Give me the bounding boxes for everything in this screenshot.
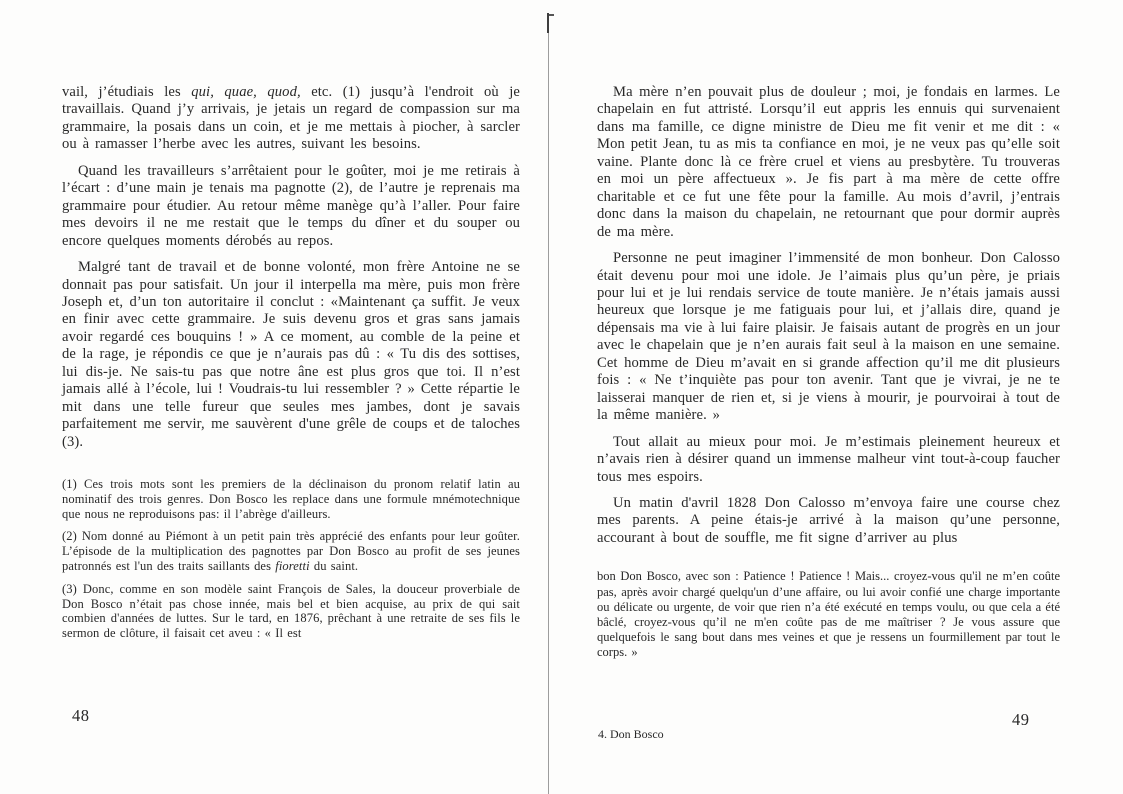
footnote-2 <box>62 529 520 573</box>
paragraph <box>62 84 520 154</box>
paragraph: Personne ne peut imaginer l’immensité de mon bonheur. Don Calosso était devenu pour moi une idole. Je l’aimais plus qu’un père, je priais pour lui et je lui rendais service de toute manière. Je n’étais jamais aussi heureux que lorsque je me fatiguais pour lui, et j’allais dire, quand je dépensais ma vie à lui faire plaisir. Je faisais autant de progrès en un jour avec le chapelain que je n’en aurais fait seul à la maison en une semaine. Cet homme de Dieu m’avait en si grande affection qu’il me dit plusieurs fois : « Ne t’inquiète pas pour ton avenir. Tant que je vivrai, je ne te laisserai manquer de rien et, si je viens à mourir, je pourvoirai à tout de la même manière. » <box>597 250 1060 424</box>
footnotes-block <box>62 477 520 641</box>
signature-mark: 4. Don Bosco <box>598 727 664 741</box>
footnote-3: (3) Donc, comme en son modèle saint François de Sales, la douceur proverbiale de Don Bosco n’était pas chose innée, mais bel et bien acquise, au prix de qui sait combien d'années de luttes. Sur le tard, en 1876, prêchant à une retraite de ses fils le sermon de clôture, il faisait cet aveu : « Il est <box>62 581 520 641</box>
fold-top-tick <box>549 14 554 16</box>
paragraph: Un matin d'avril 1828 Don Calosso m’envoya faire une course chez mes parents. A peine étais-je arrivé à la maison qu’une personne, accourant à bout de souffle, me fit signe d’arriver au plus <box>597 494 1060 546</box>
paragraph-text: etc. (1) jusqu’à l'endroit où je travaillais. Quand j’y arrivais, je jetais un regard de compassion sur ma grammaire, la posais dans un coin, et je me mettais à piocher, à sarcler ou à ramasser l’herbe avec les autres, suivant les besoins. <box>62 84 520 153</box>
footnote-text: du saint. <box>309 559 359 574</box>
paragraph: Malgré tant de travail et de bonne volonté, mon frère Antoine ne se donnait pas pour satisfait. Un jour il interpella ma mère, puis mon frère Joseph et, d’un ton autoritaire il conclut : «Maintenant ça suffit. Je veux en finir avec cette grammaire. Je suis devenu gros et gras sans jamais avoir regardé ces bouquins ! » A ce moment, au comble de la peine et de la rage, je répondis ce que je n’aurais pas dû : « Tu dis des sottises, lui dis-je. Ne sais-tu pas que notre âne est plus gros que toi. Il n’est jamais allé à l’école, lui ! Voudrais-tu lui ressembler ? » Cette répartie le mit dans une telle fureur que seules mes jambes, dont je savais parfaitement me servir, me sauvèrent d'une grêle de coups et de taloches (3). <box>62 259 520 450</box>
footnote-continuation: bon Don Bosco, avec son : Patience ! Patience ! Mais... croyez-vous qu'il ne m’en coûte pas, après avoir chargé quelqu'un d’une affaire, ou lui avoir confié une charge importante ou délicate ou urgente, de voir que rien n’a été exécuté en temps voulu, ou que cela a été bâclé, croyez-vous qu’il ne m'en coûte pas de me maîtriser ? Je vous assure que quelquefois le sang bout dans mes veines et que je ressens un fourmillement par tout le corps. » <box>597 569 1060 660</box>
page-number-49: 49 <box>1012 710 1030 729</box>
latin-words-italic: qui, quae, quod, <box>191 84 301 100</box>
fioretti-italic: fioretti <box>275 559 310 574</box>
page-number-48: 48 <box>72 706 90 725</box>
paragraph: Ma mère n’en pouvait plus de douleur ; moi, je fondais en larmes. Le chapelain en fut attristé. Lorsqu’il eut appris les ennuis qui survenaient dans ma famille, ce digne ministre de Dieu me fit venir et me dit : « Mon petit Jean, tu as mis ta confiance en moi, je ne veux pas qu’elle soit vaine. Plante donc là ce frère cruel et viens au presbytère. Tu trouveras en moi un père affectueux ». Je fis part à ma mère de cette offre charitable et ce fut une fête pour la famille. Au mois d’avril, j’entrais donc dans la maison du chapelain, ne retournant que pour dormir auprès de ma mère. <box>597 84 1060 240</box>
footnote-1: (1) Ces trois mots sont les premiers de la déclinaison du pronom relatif latin au nominatif des trois genres. Don Bosco les replace dans une formule mnémotechnique que nous ne reproduisons pas: il l’abrège d'ailleurs. <box>62 477 520 521</box>
page-fold-line <box>548 14 549 794</box>
footnote-text: (2) Nom donné au Piémont à un petit pain très apprécié des enfants pour leur goûter. L’épisode de la multiplication des pagnottes par Don Bosco au profit de ses jeunes patronnés est l'un des traits saillants des <box>62 529 520 574</box>
paragraph-text: vail, j’étudiais les <box>62 84 192 100</box>
right-page <box>597 84 1060 661</box>
left-page <box>62 84 520 649</box>
paragraph: Tout allait au mieux pour moi. Je m’estimais pleinement heureux et n’avais rien à désirer quand un immense malheur vint tout-à-coup faucher tous mes espoirs. <box>597 433 1060 485</box>
fold-top-mark <box>547 13 549 33</box>
paragraph: Quand les travailleurs s’arrêtaient pour le goûter, moi je me retirais à l’écart : d’une main je tenais ma pagnotte (2), de l’autre je reprenais ma grammaire pour étudier. Au retour même manège qu’à l’aller. Pour faire mes devoirs il ne me restait que le temps du dîner et du souper ou encore quelques moments dérobés au repos. <box>62 162 520 249</box>
